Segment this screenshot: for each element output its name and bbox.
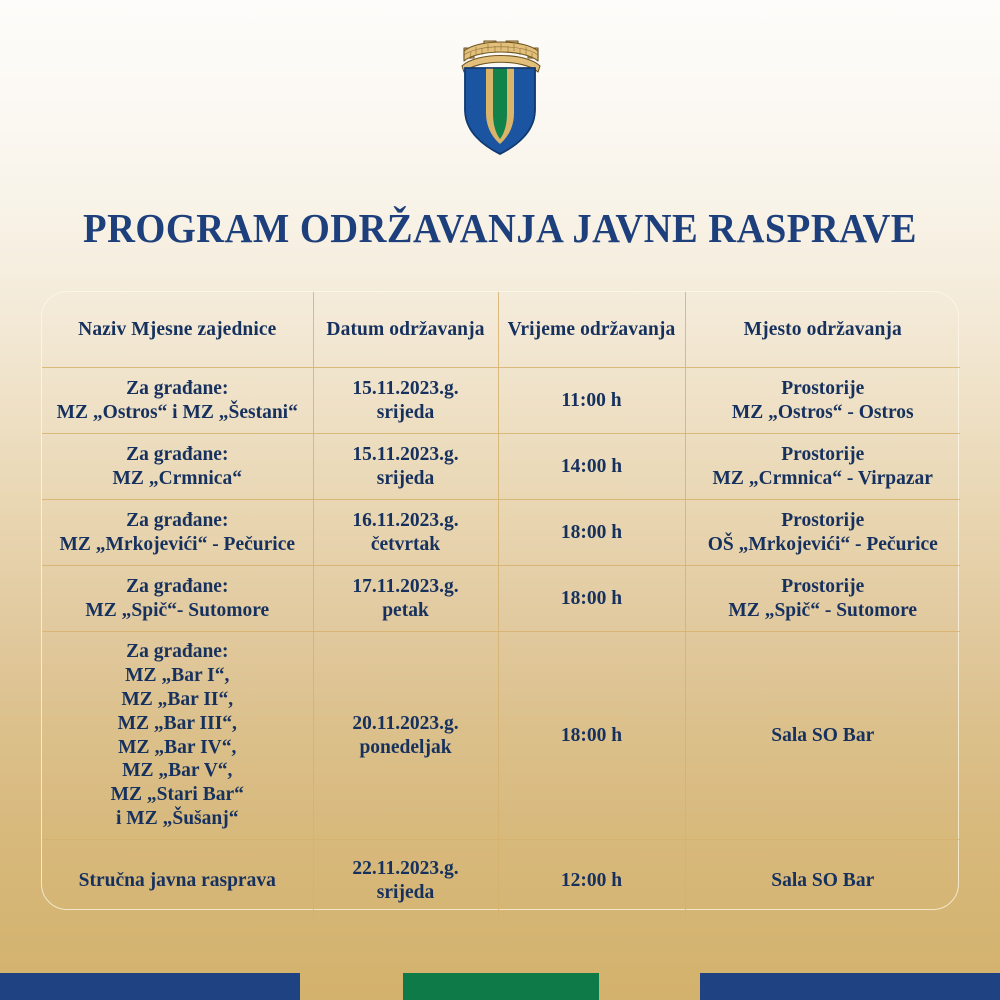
cell-line: 15.11.2023.g. xyxy=(352,443,459,465)
cell-line: 15.11.2023.g. xyxy=(352,377,459,399)
cell-line: MZ „Ostros“ i MZ „Šestani“ xyxy=(56,401,298,423)
table-row xyxy=(42,840,960,922)
cell-line: Sala SO Bar xyxy=(771,869,875,891)
cell-line: 18:00 h xyxy=(560,521,623,543)
cell-line: MZ „Stari Bar“ xyxy=(110,784,244,806)
footer-bars xyxy=(0,973,1000,1000)
cell-date xyxy=(313,500,498,566)
cell-line: 22.11.2023.g. xyxy=(352,857,459,879)
column-header-date: Datum održavanja xyxy=(313,292,498,368)
cell-line: 18:00 h xyxy=(560,587,623,609)
cell-line: MZ „Spič“ - Sutomore xyxy=(728,599,918,621)
cell-line: Za građane: xyxy=(126,575,229,597)
footer-bar-left-blue xyxy=(0,973,300,1000)
cell-line: Za građane: xyxy=(126,443,229,465)
cell-line: 20.11.2023.g. xyxy=(352,712,459,734)
cell-community xyxy=(42,434,313,500)
cell-place xyxy=(685,632,960,840)
cell-line: Prostorije xyxy=(781,509,865,531)
cell-line: MZ „Crmnica“ xyxy=(112,467,242,489)
cell-date xyxy=(313,840,498,922)
cell-line: srijeda xyxy=(376,881,435,903)
table-row xyxy=(42,368,960,434)
cell-community xyxy=(42,840,313,922)
cell-community xyxy=(42,368,313,434)
schedule-table xyxy=(42,292,960,922)
cell-community xyxy=(42,632,313,840)
cell-line: 11:00 h xyxy=(561,389,622,411)
cell-line: 18:00 h xyxy=(560,724,623,746)
cell-line: ponedeljak xyxy=(359,736,452,758)
cell-date xyxy=(313,434,498,500)
cell-line: 16.11.2023.g. xyxy=(352,509,459,531)
cell-line: Sala SO Bar xyxy=(771,724,875,746)
cell-line: srijeda xyxy=(376,467,435,489)
coat-of-arms-icon xyxy=(452,28,548,156)
table-row xyxy=(42,632,960,840)
cell-line: Prostorije xyxy=(781,575,865,597)
cell-date xyxy=(313,566,498,632)
cell-line: OŠ „Mrkojevići“ - Pečurice xyxy=(707,533,938,555)
cell-place xyxy=(685,500,960,566)
cell-line: Prostorije xyxy=(781,443,865,465)
page-title: PROGRAM ODRŽAVANJA JAVNE RASPRAVE xyxy=(83,205,917,251)
cell-line: Za građane: xyxy=(126,377,229,399)
cell-line: 14:00 h xyxy=(560,455,623,477)
column-header-community: Naziv Mjesne zajednice xyxy=(42,292,313,368)
cell-line: MZ „Crmnica“ - Virpazar xyxy=(712,467,933,489)
table-row xyxy=(42,500,960,566)
cell-line: Za građane: xyxy=(126,509,229,531)
cell-date xyxy=(313,368,498,434)
cell-line: MZ „Bar IV“, xyxy=(118,736,237,758)
table-row xyxy=(42,434,960,500)
cell-time xyxy=(498,566,685,632)
cell-line: MZ „Mrkojevići“ - Pečurice xyxy=(59,533,296,555)
cell-line: Prostorije xyxy=(781,377,865,399)
cell-time xyxy=(498,434,685,500)
cell-line: MZ „Bar I“, xyxy=(125,665,230,687)
cell-place xyxy=(685,368,960,434)
cell-time xyxy=(498,632,685,840)
cell-community xyxy=(42,566,313,632)
cell-date xyxy=(313,632,498,840)
cell-place xyxy=(685,566,960,632)
cell-place xyxy=(685,434,960,500)
coat-of-arms xyxy=(0,28,1000,156)
cell-time xyxy=(498,368,685,434)
cell-line: MZ „Bar V“, xyxy=(122,760,233,782)
cell-line: 12:00 h xyxy=(560,869,623,891)
cell-line: MZ „Spič“- Sutomore xyxy=(85,599,270,621)
footer-bar-right-blue xyxy=(700,973,1000,1000)
column-header-place: Mjesto održavanja xyxy=(685,292,960,368)
table-header-row xyxy=(42,292,960,368)
cell-line: četvrtak xyxy=(370,533,441,555)
cell-time xyxy=(498,500,685,566)
schedule-table-body xyxy=(42,368,960,922)
cell-time xyxy=(498,840,685,922)
cell-line: Stručna javna rasprava xyxy=(78,869,276,891)
cell-community xyxy=(42,500,313,566)
cell-line: srijeda xyxy=(376,401,435,423)
column-header-time: Vrijeme održavanja xyxy=(498,292,685,368)
cell-place xyxy=(685,840,960,922)
cell-line: Za građane: xyxy=(126,641,229,663)
cell-line: MZ „Bar II“, xyxy=(121,688,234,710)
cell-line: MZ „Ostros“ - Ostros xyxy=(731,401,914,423)
cell-line: MZ „Bar III“, xyxy=(117,712,237,734)
cell-line: petak xyxy=(382,599,429,621)
table-row xyxy=(42,566,960,632)
cell-line: i MZ „Šušanj“ xyxy=(116,807,239,829)
cell-line: 17.11.2023.g. xyxy=(352,575,459,597)
footer-bar-center-green xyxy=(403,973,599,1000)
schedule-table-container xyxy=(41,291,959,910)
